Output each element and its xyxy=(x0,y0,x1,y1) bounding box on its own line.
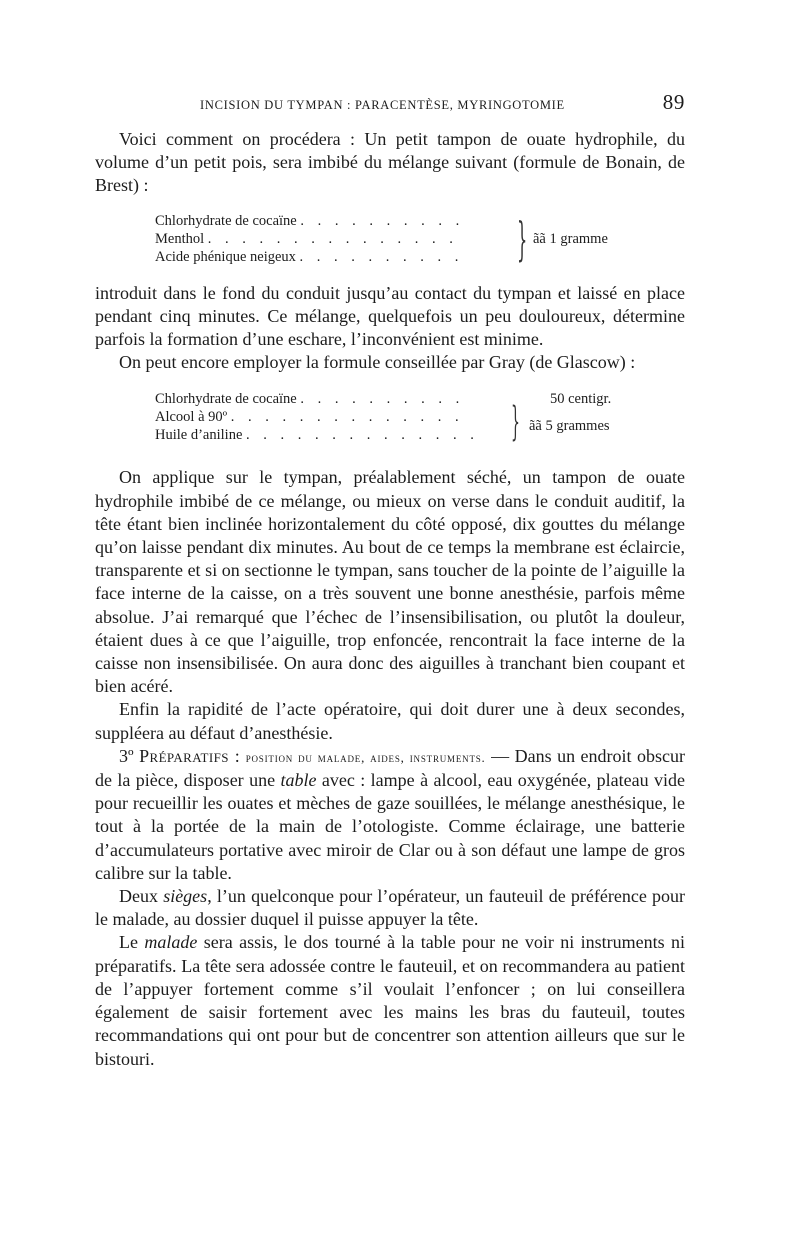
paragraph-1: Voici comment on procédera : Un petit tampon de ouate hydrophile, du volume d’un petit pois, sera imbibé du mélange suivant (formule de Bonain, de Brest) : xyxy=(95,129,685,196)
paragraph-3: On peut encore employer la formule conseillée par Gray (de Glascow) : xyxy=(119,352,636,373)
text-run: Le xyxy=(119,932,145,953)
text-run: avec : lampe à alcool, eau oxygénée, plateau vide pour recueillir les ouates et mèches de gaze souillées, le mélange anesthésique, le tout à la portée de la main de l’otologiste. Comme éclairage, une batterie d’accumulateurs portative avec miroir de Clar ou à son défaut une lampe de gros calibre sur la table. xyxy=(95,770,685,883)
paragraph-4: On applique sur le tympan, préalablement séché, un tampon de ouate hydrophile imbibé de ce mélange, ou mieux on verse dans le conduit auditif, la tête étant bien inclinée horizontalement du côté opposé, dix gouttes du mélange qu’on laisse pendant dix minutes. Au bout de ce temps la membrane est éclaircie, transparente et si on sectionne le tympan, sans toucher de la pointe de l’aiguille la face interne de la caisse, on a très souvent une bonne anesthésie, parfois même absolue. J’ai remarqué que l’échec de l’insensibilisation, ou plutôt la douleur, étaient dues à ce que l’aiguille, trop enfoncée, rencontrait la face interne de la caisse non insensibilisée. On aura donc des aiguilles à tranchant bien coupant et bien acéré. xyxy=(95,467,685,697)
ingredient-name: Acide phénique neigeux xyxy=(155,248,296,265)
text-run: , l’un quelconque pour l’opérateur, un fauteuil de préférence pour le malade, au dossier duquel il puisse appuyer la tête. xyxy=(95,886,685,930)
paragraph-6 xyxy=(95,745,685,885)
formula-bonain xyxy=(155,212,685,270)
paragraph-8 xyxy=(95,931,685,1070)
formula-row xyxy=(155,212,685,230)
leader-dots: . . . . . . . . . . xyxy=(300,391,465,408)
italic-term: malade xyxy=(144,932,198,953)
page xyxy=(95,88,685,1071)
formula-row xyxy=(155,248,685,266)
text-run: Deux xyxy=(119,886,164,907)
ingredient-name: Chlorhydrate de cocaïne xyxy=(155,212,297,229)
leader-dots: . . . . . . . . . . . . . . . xyxy=(207,230,458,247)
paragraph-7 xyxy=(95,885,685,931)
text-run: — Dans un endroit obscur de la pièce, disposer une xyxy=(95,745,686,791)
leader-dots: . . . . . . . . . . . . . . xyxy=(246,427,479,444)
ingredient-name: Alcool à 90º xyxy=(155,409,228,426)
formula-quantity: ãã 1 gramme xyxy=(533,230,608,247)
formula-gray xyxy=(155,390,685,448)
ingredient-name: Huile d’aniline xyxy=(155,427,243,444)
running-head: INCISION DU TYMPAN : PARACENTÈSE, MYRINGOTOMIE xyxy=(200,98,565,112)
paragraph-2: introduit dans le fond du conduit jusqu’au contact du tympan et laissé en place pendant cinq minutes. Ce mélange, quelquefois un peu douloureux, détermine parfois la formation d’une eschare, l’inconvénient est minime. xyxy=(95,282,685,350)
text-run: sera assis, le dos tourné à la table pour ne voir ni instruments ni préparatifs. La tête sera adossée contre le fauteuil, et on recommandera au patient de l’appuyer fortement comme s’il voulait l’enfoncer ; on lui conseillera également de saisir fortement avec les mains les bras du fauteuil, toutes recommandations qui ont pour but de concentrer son attention ailleurs que sur le bistouri. xyxy=(95,932,685,1069)
section-subheading: position du malade, aides, instruments. xyxy=(245,749,486,765)
page-number: 89 xyxy=(662,90,685,114)
italic-term: table xyxy=(280,770,317,791)
formula-quantity: 50 centigr. xyxy=(550,391,612,408)
section-heading: Préparatifs : xyxy=(139,745,241,766)
formula-quantity: ãã 5 grammes xyxy=(529,418,610,435)
italic-term: sièges xyxy=(163,886,208,907)
right-brace: } xyxy=(511,399,520,446)
ingredient-name: Menthol xyxy=(155,230,205,247)
leader-dots: . . . . . . . . . . . . . . xyxy=(230,409,464,426)
section-number: 3º xyxy=(119,745,134,766)
leader-dots: . . . . . . . . . . xyxy=(299,248,464,265)
ingredient-name: Chlorhydrate de cocaïne xyxy=(155,391,297,408)
right-brace: } xyxy=(517,211,528,266)
paragraph-5: Enfin la rapidité de l’acte opératoire, qui doit durer une à deux secondes, suppléera au défaut d’anesthésie. xyxy=(95,699,685,743)
leader-dots: . . . . . . . . . . xyxy=(300,212,465,229)
page-header xyxy=(95,88,685,114)
